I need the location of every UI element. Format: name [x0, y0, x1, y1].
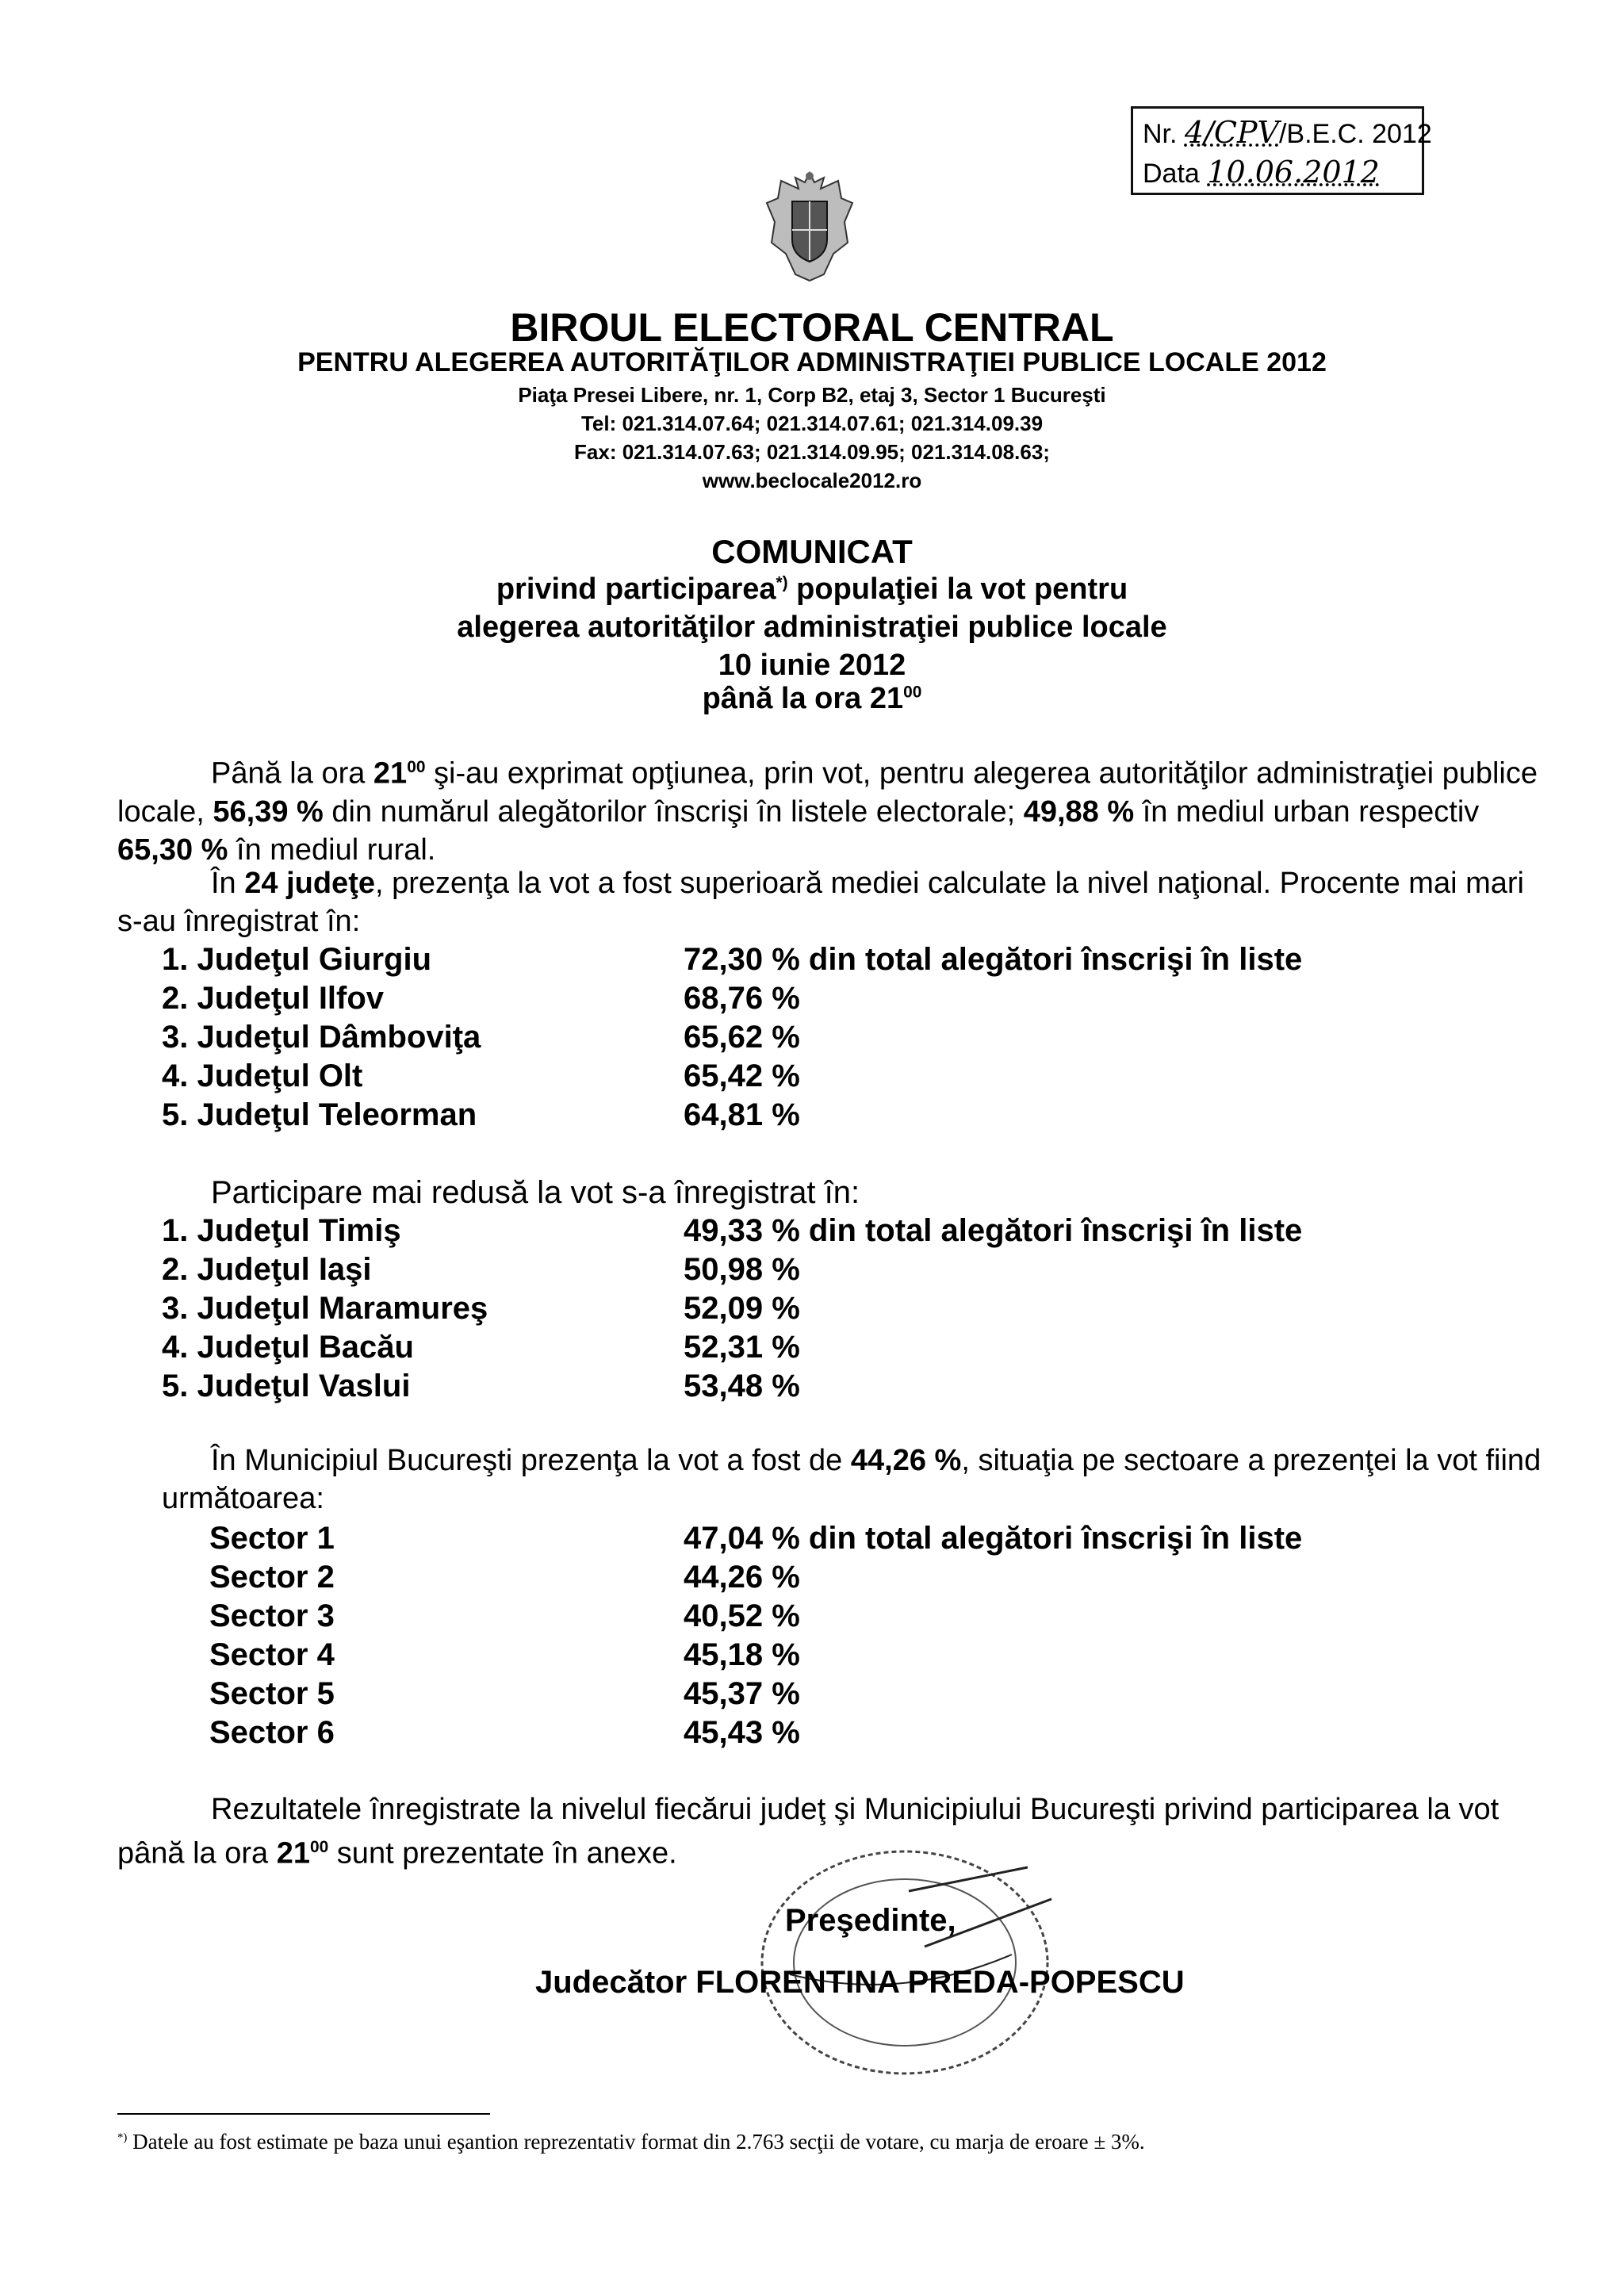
top-county-3-label: 3. Judeţul Dâmboviţa — [162, 1020, 481, 1055]
low-county-5-label: 5. Judeţul Vaslui — [162, 1369, 411, 1403]
communique-footnote-mark: *) — [776, 573, 788, 592]
top-county-1-note: din total alegători înscrişi în liste — [799, 942, 1303, 977]
top-county-2-value: 68,76 % — [684, 981, 800, 1016]
low-county-4-value: 52,31 % — [684, 1330, 800, 1365]
top-county-1-value — [684, 942, 1302, 978]
communique-hour — [0, 682, 1624, 716]
low-county-2-value: 50,98 % — [684, 1252, 800, 1287]
closing-text-a: Rezultatele înregistrate la nivelul fiecărui judeţ şi Municipiului Bucureşti privind participarea la vot până la ora — [117, 1793, 1500, 1870]
counties-above-average: 24 judeţe — [244, 867, 375, 900]
registration-box — [1131, 106, 1432, 195]
urban-turnout: 49,88 % — [1023, 794, 1135, 829]
coat-of-arms-icon — [765, 167, 854, 284]
intro-text-b: şi-au exprimat opţiunea, prin vot, pentru alegerea autorităţilor administraţiei publice locale, — [117, 756, 1538, 829]
intro-paragraph-2 — [117, 864, 1545, 940]
signature-role: Preşedinte, — [785, 1903, 956, 1938]
footnote-mark: *) — [117, 2131, 128, 2144]
top-county-4-label: 4. Judeţul Olt — [162, 1059, 363, 1093]
intro-hour-sup: 00 — [407, 758, 426, 776]
intro-text-a: Până la ora — [211, 756, 373, 791]
bucharest-text-a: În Municipiul Bucureşti prezenţa la vot a fost de — [211, 1444, 851, 1477]
sector-6-label: Sector 6 — [209, 1715, 335, 1750]
national-turnout: 56,39 % — [213, 794, 324, 829]
top-county-4-value: 65,42 % — [684, 1059, 800, 1093]
sector-4-value: 45,18 % — [684, 1637, 800, 1672]
intro-paragraph-1 — [117, 749, 1545, 869]
institution-phone: Tel: 021.314.07.64; 021.314.07.61; 021.314.09.39 — [580, 412, 1044, 435]
registration-date — [1143, 155, 1380, 190]
bucharest-text-b: , situaţia pe sectoare a prezenţei la vot fiind următoarea: — [162, 1444, 1542, 1515]
rural-turnout: 65,30 % — [117, 833, 228, 867]
registration-number-label: Nr. — [1143, 119, 1178, 149]
intro-text-e: în mediul rural. — [228, 833, 436, 867]
institution-website: www.beclocale2012.ro — [702, 469, 922, 492]
communique-line-1-a: privind participarea — [496, 572, 776, 606]
sector-6-value: 45,43 % — [684, 1715, 800, 1750]
footnote — [117, 2130, 1145, 2154]
low-county-1-note: din total alegători înscrişi în liste — [799, 1213, 1303, 1248]
registration-date-label: Data — [1143, 159, 1200, 189]
low-county-1-value — [684, 1213, 1302, 1249]
signature-name: Judecător FLORENTINA PREDA-POPESCU — [535, 1965, 1185, 2000]
registration-date-value: 10.06.2012 — [1207, 155, 1380, 190]
institution-subtitle: PENTRU ALEGEREA AUTORITĂŢILOR ADMINISTRAŢIEI PUBLICE LOCALE 2012 — [297, 347, 1327, 377]
footnote-divider — [117, 2113, 490, 2115]
sector-1-note: din total alegători înscrişi în liste — [799, 1521, 1303, 1556]
top-county-2-label: 2. Judeţul Ilfov — [162, 981, 385, 1016]
low-county-1-label: 1. Judeţul Timiş — [162, 1213, 401, 1248]
sector-1-percent: 47,04 % — [684, 1521, 800, 1556]
intro-text-c: din numărul alegătorilor înscrişi în listele electorale; — [323, 794, 1024, 829]
sector-5-value: 45,37 % — [684, 1676, 800, 1711]
registration-number-value: 4/CPV — [1184, 115, 1279, 150]
sector-2-value: 44,26 % — [684, 1560, 800, 1595]
low-county-3-label: 3. Judeţul Maramureş — [162, 1291, 488, 1326]
intro-p2-b: , prezenţa la vot a fost superioară mediei calculate la nivel naţional. Procente mai mari s-au înregistrat în: — [117, 867, 1524, 938]
sector-2-label: Sector 2 — [209, 1560, 335, 1595]
top-county-1-percent: 72,30 % — [684, 942, 800, 977]
low-county-2-label: 2. Judeţul Iaşi — [162, 1252, 372, 1287]
low-participation-intro: Participare mai redusă la vot s-a înregistrat în: — [211, 1175, 860, 1210]
communique-line-1-b: populaţiei la vot pentru — [787, 572, 1128, 606]
institution-address: Piaţa Presei Libere, nr. 1, Corp B2, etaj 3, Sector 1 Bucureşti — [518, 383, 1106, 407]
communique-line-2: alegerea autorităţilor administraţiei publice locale — [457, 611, 1167, 644]
top-county-5-label: 5. Judeţul Teleorman — [162, 1097, 477, 1132]
intro-hour: 21 — [373, 756, 408, 791]
closing-hour: 21 — [276, 1836, 310, 1870]
sector-4-label: Sector 4 — [209, 1637, 335, 1672]
sector-5-label: Sector 5 — [209, 1676, 335, 1711]
top-county-1-label: 1. Judeţul Giurgiu — [162, 942, 432, 977]
closing-hour-sup: 00 — [310, 1838, 329, 1856]
sector-3-label: Sector 3 — [209, 1599, 335, 1633]
sector-3-value: 40,52 % — [684, 1599, 800, 1633]
communique-date: 10 iunie 2012 — [718, 649, 906, 682]
intro-p2-a: În — [211, 867, 245, 900]
bucharest-turnout: 44,26 % — [850, 1444, 962, 1477]
sector-1-value — [684, 1521, 1302, 1556]
low-county-4-label: 4. Judeţul Bacău — [162, 1330, 414, 1365]
top-county-3-value: 65,62 % — [684, 1020, 800, 1055]
low-county-5-value: 53,48 % — [684, 1369, 800, 1403]
bucharest-paragraph — [162, 1442, 1545, 1518]
registration-number — [1143, 115, 1432, 150]
communique-line-1 — [0, 572, 1624, 607]
intro-text-d: în mediul urban respectiv — [1134, 794, 1480, 829]
low-county-3-value: 52,09 % — [684, 1291, 800, 1326]
institution-title: BIROUL ELECTORAL CENTRAL — [510, 305, 1114, 350]
communique-title: COMUNICAT — [711, 533, 913, 570]
communique-hour-text: până la ora 21 — [702, 682, 904, 715]
registration-number-suffix: /B.E.C. 2012 — [1278, 119, 1432, 149]
footnote-text: Datele au fost estimate pe baza unui eşantion reprezentativ format din 2.763 secţii de votare, cu marja de eroare ± 3%. — [132, 2130, 1145, 2154]
communique-hour-sup: 00 — [903, 683, 922, 702]
institution-fax: Fax: 021.314.07.63; 021.314.09.95; 021.314.08.63; — [574, 440, 1050, 464]
top-county-5-value: 64,81 % — [684, 1097, 800, 1132]
sector-1-label: Sector 1 — [209, 1521, 335, 1556]
closing-text-b: sunt prezentate în anexe. — [328, 1836, 677, 1870]
low-county-1-percent: 49,33 % — [684, 1213, 800, 1248]
